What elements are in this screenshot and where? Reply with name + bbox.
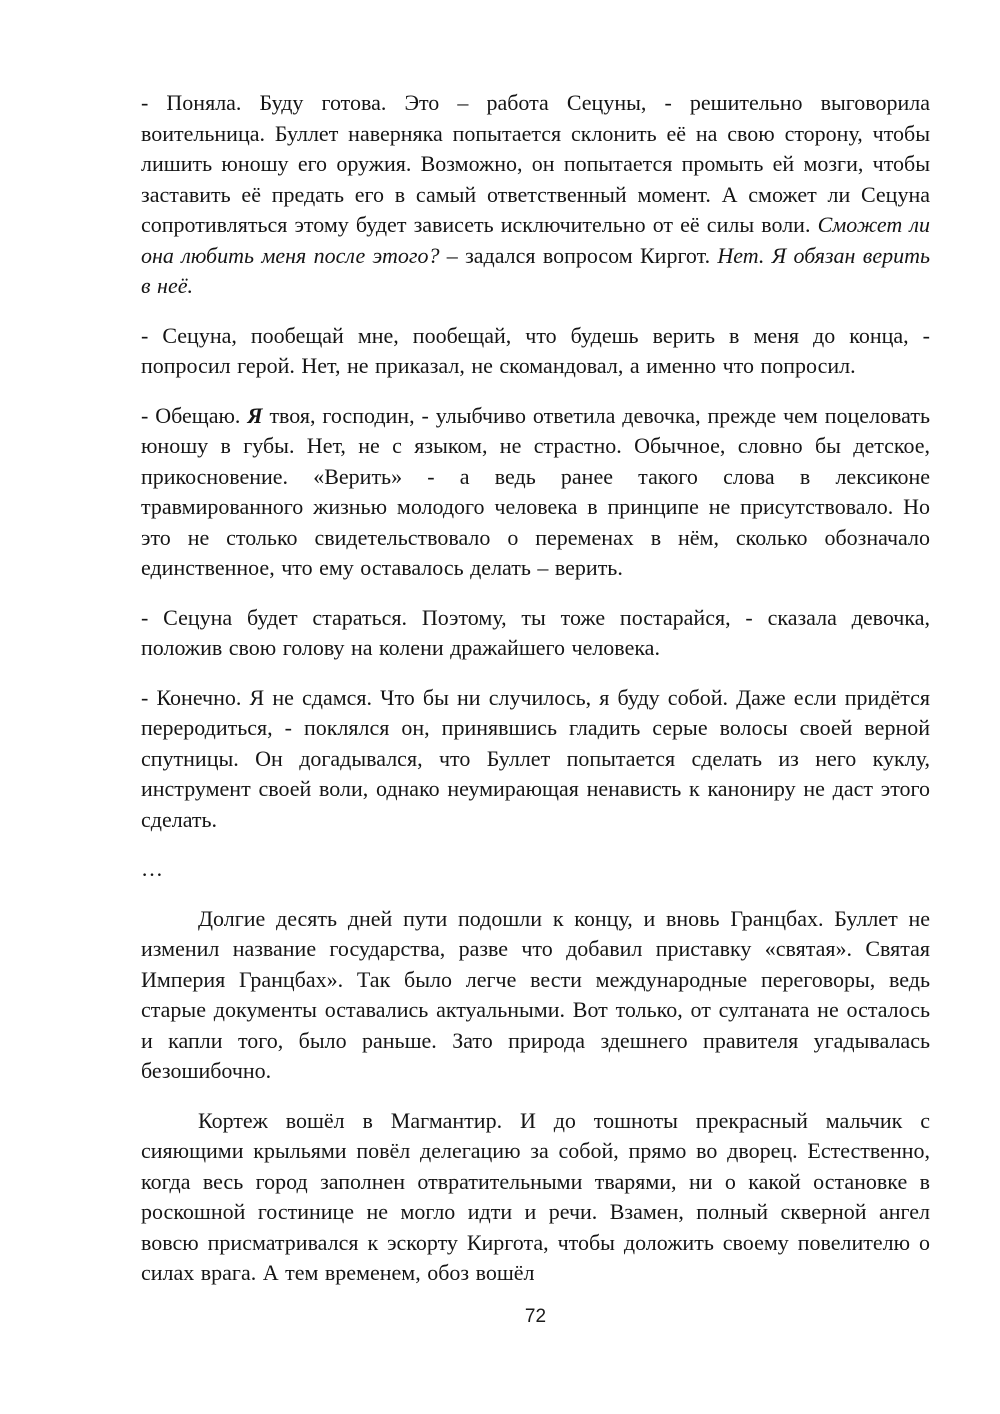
text-segment: - Поняла. Буду готова. Это – работа Сецуны, - решительно выговорила воительница. Буллет наверняка попытается склонить её на свою сторону, чтобы лишить юношу его оружия. Возможно, он попытается промыть ей мозги, чтобы заставить её предать его в самый ответственный момент. А сможет ли Сецуна сопротивляться этому будет зависеть исключительно от её силы воли.: [141, 90, 930, 237]
text-segment: – задался вопросом Киргот.: [439, 242, 718, 268]
page-text-body: [141, 88, 930, 1308]
text-segment: - Конечно. Я не сдамся. Что бы ни случилось, я буду собой. Даже если придётся переродиться, - поклялся он, принявшись гладить серые волосы своей верной спутницы. Он догадывался, что Буллет попытается сделать из него куклу, инструмент своей воли, однако неумирающая ненависть к канониру не даст этого сделать.: [141, 684, 930, 832]
paragraph: [141, 88, 930, 302]
text-segment: - Сецуна будет стараться. Поэтому, ты тоже постарайся, - сказала девочка, положив свою голову на колени дражайшего человека.: [141, 604, 930, 660]
text-segment: Сможет ли она любить меня после этого?: [141, 212, 931, 268]
text-segment: Кортеж вошёл в Магмантир. И до тошноты прекрасный мальчик с сияющими крыльями повёл делегацию за собой, прямо во дворец. Естественно, когда весь город заполнен отвратительными тварями, ни о какой остановке в роскошной гостинице не могло идти и речи. Взамен, полный скверной ангел вовсю присматривался к эскорту Киргота, чтобы доложить своему повелителю о силах врага. А тем временем, обоз вошёл: [141, 1107, 930, 1285]
paragraph: [141, 683, 930, 836]
text-segment: Долгие десять дней пути подошли к концу, и вновь Гранцбах. Буллет не изменил название государства, разве что добавил приставку «святая». Святая Империя Гранцбах». Так было легче вести международные переговоры, ведь старые документы оставались актуальными. Вот только, от султаната не осталось и капли того, было раньше. Зато природа здешнего правителя угадывалась безошибочно.: [141, 905, 930, 1083]
paragraph: [141, 603, 930, 664]
page-number: 72: [524, 1306, 547, 1327]
text-segment: твоя, господин, - улыбчиво ответила девочка, прежде чем поцеловать юношу в губы. Нет, не с языком, не страстно. Обычное, словно бы детское, прикосновение. «Верить» - а ведь ранее такого слова в лексиконе травмированного жизнью молодого человека в принципе не присутствовало. Но это не столько свидетельствовало о переменах в нём, сколько обозначало единственное, что ему оставалось делать – верить.: [141, 402, 930, 580]
paragraph: [141, 401, 930, 584]
paragraph: [141, 321, 930, 382]
text-segment: Я: [247, 402, 263, 428]
text-segment: - Обещаю.: [141, 402, 248, 428]
paragraph: [141, 904, 930, 1087]
text-segment: - Сецуна, пообещай мне, пообещай, что будешь верить в меня до конца, - попросил герой. Нет, не приказал, не скомандовал, а именно что попросил.: [141, 322, 930, 378]
text-segment: …: [141, 856, 165, 881]
ellipsis-separator: [141, 854, 930, 885]
paragraph: [141, 1106, 930, 1289]
text-segment: Нет. Я обязан верить в неё.: [141, 242, 930, 298]
